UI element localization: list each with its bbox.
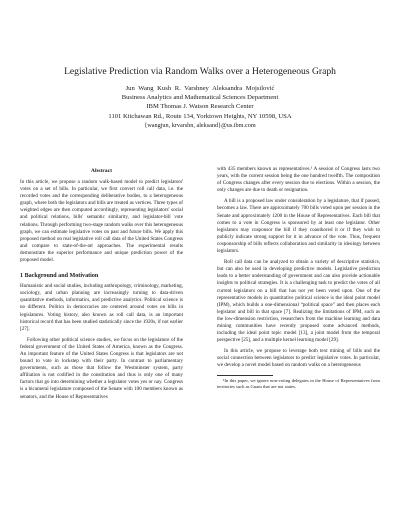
paragraph: A bill is a proposed law under consideration by a legislature, that if passed, becomes a law. There are approximately 700 bills voted upon per session in the Senate and approximately 1200 in the House of Representatives. Each bill that comes to a vote in Congress is sponsored by at least one legislator. Other legislators may cosponsor the bill if they coauthored it or if they wish to publicly indicate strong support for it in advance of the vote. Thus, frequent cosponsorship of bills reflects collaboration and similarity in ideology between legislators.	[217, 198, 380, 255]
paragraph: In this article, we propose to leverage both text mining of bills and the social connection between legislators to predict legislative votes. In particular, we develop a novel model based on random walks on a heterogeneous	[217, 348, 380, 369]
paragraph: with 435 members known as representatives.¹ A session of Congress lasts two years, with the current session being the one hundred twelfth. The composition of Congress changes after every session due to elections. Within a session, the only changes are due to death or resignation.	[217, 166, 380, 194]
abstract-text: In this article, we propose a random walk-based model to predict legislators' votes on a set of bills. In particular, we first convert roll call data, i.e. the recorded votes and the corresponding deliberative bodies, to a heterogeneous graph, where both the legislators and bills are treated as vertices. Three types of weighted edges are then computed accordingly, representing legislators' social and political relations, bills' semantic similarity, and legislator-bill vote relations. Through performing two-stage random walks over this heterogeneous graph, we can estimate legislative votes on past and future bills. We apply this proposed method on real legislative roll call data of the United States Congress and compare to state-of-the-art approaches. The experimental results demonstrate the superior performance and unique prediction power of the proposed model.	[20, 179, 183, 264]
address: 1101 Kitchawan Rd., Route 134, Yorktown Heights, NY 10598, USA	[108, 112, 292, 120]
footnote: ¹In this paper, we ignore non-voting delegates in the House of Representatives from territories such as Guam that are not states.	[217, 377, 380, 389]
paragraph: Roll call data can be analyzed to obtain a variety of descriptive statistics, but can also be used in developing predictive models. Legislative prediction leads to a better understanding of government and can also provide actionable insights to political strategies. It is a challenging task to predict the votes of all current legislators on a bill that has not yet been voted upon. One of the representative models in quantitative political science is the ideal point model (IPM), which builds a one-dimensional “political space” and then places each legislator and bill in that space [7]. Realizing the limitations of IPM, such as the low-dimension restriction, researchers from the machine learning and data mining communities have recently proposed some advanced methods, including the ideal point topic model [13], a joint model from the temporal perspective [25], and a multiple kernel learning model [29].	[217, 259, 380, 344]
abstract-heading: Abstract	[90, 168, 113, 174]
paragraph: Following other political science studies, we focus on the legislature of the federal government of the United States of America, known as the Congress. An important feature of the United States Congress is that legislators are not bound to vote in lockstep with their party. In contrast to parliamentary governments, such as those that follow the Westminster system, party affiliation is not codified in the constitution and thus is only one of many factors that go into determining whether a legislator votes yes or nay. Congress is a bicameral legislature composed of the Senate with 100 members known as senators, and the House of Representatives	[20, 336, 183, 400]
paper-title: Legislative Prediction via Random Walks over a Heterogeneous Graph	[64, 66, 336, 77]
right-column	[217, 166, 380, 390]
paragraph: Humanistic and social studies, including anthropology, criminology, marketing, sociology, and urban planning are increasingly turning to data-driven quantitative methods, informatics, and predictive analytics. Political science is no different. Politics in democracies are centered around votes on bills in legislatures. Voting history, also known as roll call data, is an important historical record that has been studied statistically since the 1920s, if not earlier [27].	[20, 283, 183, 332]
emails: {wangjun, krvarshn, aleksand}@us.ibm.com	[144, 121, 256, 129]
left-column	[20, 168, 183, 401]
footnote-divider	[217, 375, 273, 376]
department: Business Analytics and Mathematical Sciences Department	[121, 94, 279, 102]
author-block	[0, 84, 400, 130]
author-names: Jun Wang Kush R. Varshney Aleksandra Mojsilović	[125, 85, 275, 92]
section-heading: 1 Background and Motivation	[20, 273, 99, 280]
institution: IBM Thomas J. Watson Research Center	[146, 103, 254, 111]
